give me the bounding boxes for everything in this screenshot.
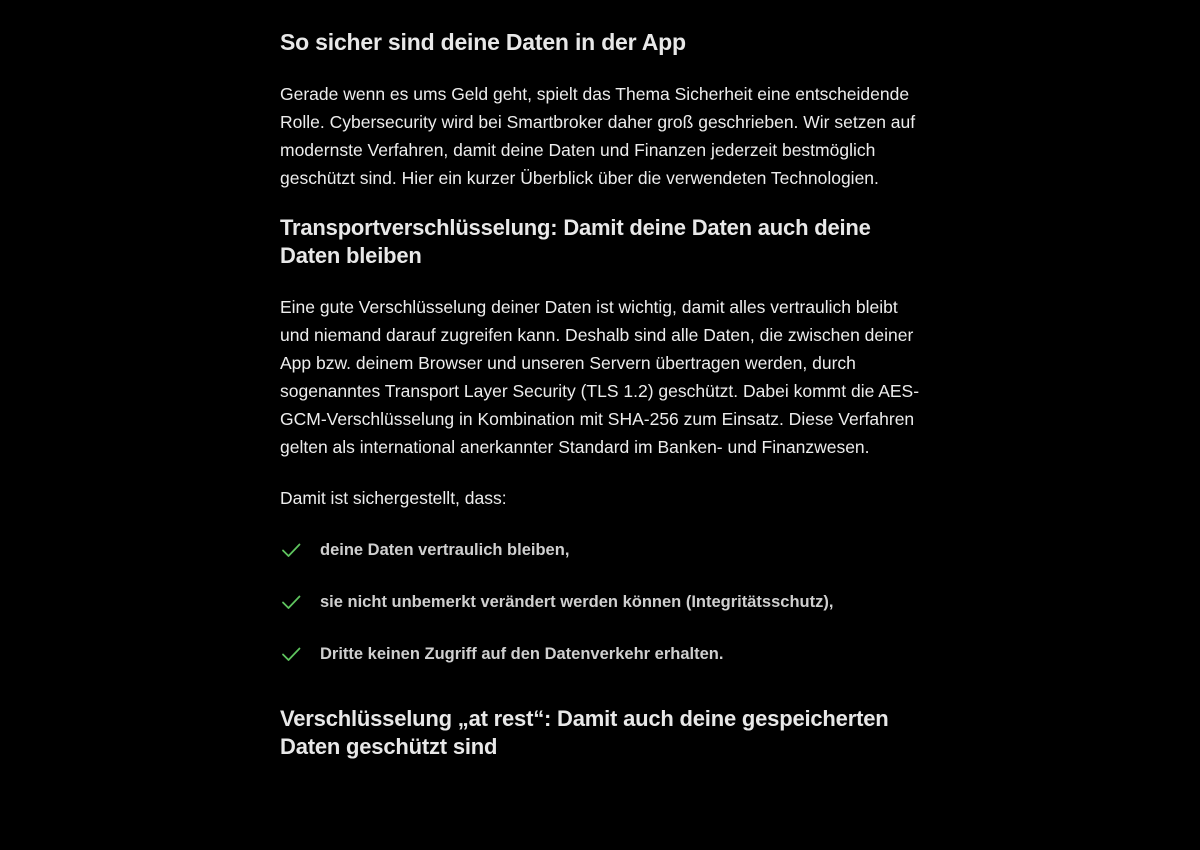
article xyxy=(280,26,930,761)
checklist-item xyxy=(280,536,930,564)
section-at-rest-heading: Verschlüsselung „at rest“: Damit auch deine gespeicherten Daten geschützt sind xyxy=(280,706,889,759)
checklist-item xyxy=(280,640,930,668)
intro-paragraph: Gerade wenn es ums Geld geht, spielt das Thema Sicherheit eine entscheidende Rolle. Cybersecurity wird bei Smartbroker daher groß geschrieben. Wir setzen auf modernste Verfahren, damit deine Daten und Finanzen jederzeit bestmöglich geschützt sind. Hier ein kurzer Überblick über die verwendeten Technologien. xyxy=(280,84,916,188)
check-icon xyxy=(280,539,302,561)
check-icon xyxy=(280,643,302,665)
check-icon xyxy=(280,591,302,613)
checklist-item-text: sie nicht unbemerkt verändert werden können (Integritätsschutz), xyxy=(320,592,834,611)
page-title: So sicher sind deine Daten in der App xyxy=(280,29,686,55)
security-checklist xyxy=(280,536,930,668)
checklist-item-text: deine Daten vertraulich bleiben, xyxy=(320,540,570,559)
checklist-lead: Damit ist sichergestellt, dass: xyxy=(280,488,507,508)
checklist-item xyxy=(280,588,930,616)
checklist-item-text: Dritte keinen Zugriff auf den Datenverkehr erhalten. xyxy=(320,644,724,663)
section-transport-body: Eine gute Verschlüsselung deiner Daten ist wichtig, damit alles vertraulich bleibt und niemand darauf zugreifen kann. Deshalb sind alle Daten, die zwischen deiner App bzw. deinem Browser und unseren Servern übertragen werden, durch sogenanntes Transport Layer Security (TLS 1.2) geschützt. Dabei kommt die AES-GCM-Verschlüsselung in Kombination mit SHA-256 zum Einsatz. Diese Verfahren gelten als international anerkannter Standard im Banken- und Finanzwesen. xyxy=(280,297,920,457)
section-transport-heading: Transportverschlüsselung: Damit deine Daten auch deine Daten bleiben xyxy=(280,215,871,268)
